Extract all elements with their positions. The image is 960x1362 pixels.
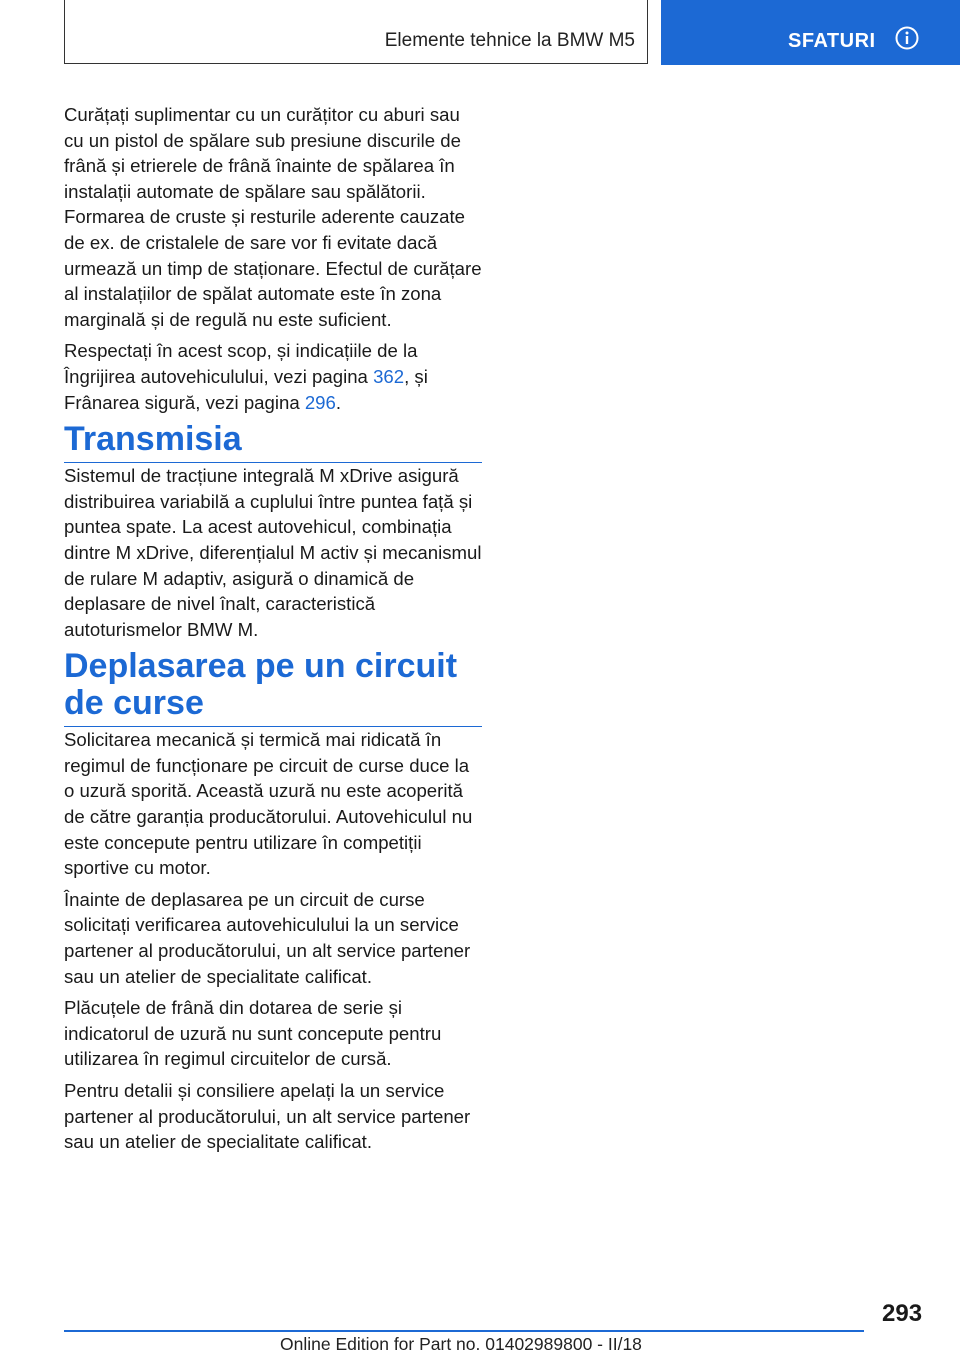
- paragraph-transmisia: Sistemul de tracțiune integrală M xDrive asigură distribuirea variabilă a cuplului între puntea față și puntea spate. La acest autovehicul, combinația dintre M xDrive, diferențialul M activ și mecanismul de rulare M adaptiv, asigură o dinamică de deplasare de nivel înalt, caracteristică autoturismelor BMW M.: [64, 465, 482, 640]
- paragraph-circuit-wear: Solicitarea mecanică și termică mai ridicată în regimul de funcționare pe circuit de curse duce la o uzură sporită. Această uzură nu este acoperită de către garanția producătorului. Autovehiculul nu este concepute pentru utilizare în competiții sportive cu motor.: [64, 729, 473, 879]
- footer-edition: Online Edition for Part no. 01402989800 - II/18: [280, 1334, 642, 1354]
- main-content: [64, 102, 482, 1161]
- reference-text-after: .: [335, 391, 342, 413]
- paragraph-references: [64, 338, 482, 415]
- paragraph-cleaning: Curățați suplimentar cu un curățitor cu aburi sau cu un pistol de spălare sub presiune discurile de frână și etrierele de frână înainte de spălarea în instalații automate de spălare sau spălătorii. Formarea de cruste și resturile aderente cauzate de ex. de cristalele de sare vor fi evitate dacă urmează un timp de staționare. Efectul de curățare al instalațiilor de spălat automate este în zona marginală și de regulă nu este suficient.: [64, 104, 482, 330]
- paragraph-advice: Pentru detalii și consiliere apelați la un service partener al producătorului, un alt service partener sau un atelier de specialitate calificat.: [64, 1080, 471, 1153]
- page-number: 293: [882, 1300, 923, 1327]
- paragraph-circuit-check: Înainte de deplasarea pe un circuit de curse solicitați verificarea autovehiculului la un service partener al producătorului, un alt service partener sau un atelier de specialitate calificat.: [64, 888, 471, 987]
- heading-transmisia: Transmisia: [64, 421, 482, 463]
- heading-circuit: Deplasarea pe un circuit de curse: [64, 648, 482, 727]
- page-link-296[interactable]: 296: [304, 391, 336, 413]
- header-title: Elemente tehnice la BMW M5: [384, 30, 635, 51]
- paragraph-brake-pads: Plăcuțele de frână din dotarea de serie și indicatorul de uzură nu sunt concepute pentru utilizarea în regimul circuitelor de cursă.: [64, 997, 442, 1070]
- reference-text-middle: , și Frânarea sigură, vezi pagina: [64, 365, 428, 413]
- info-icon[interactable]: [895, 26, 919, 50]
- header-title-box: [64, 0, 648, 64]
- footer-divider: [64, 1330, 864, 1332]
- page-link-362[interactable]: 362: [373, 365, 405, 387]
- header-section-label: SFATURI: [788, 30, 876, 52]
- header-section-tab[interactable]: [661, 0, 960, 65]
- reference-text-before: Respectați în acest scop, și indicațiile de la Îngrijirea autovehiculului, vezi pagina: [64, 340, 418, 387]
